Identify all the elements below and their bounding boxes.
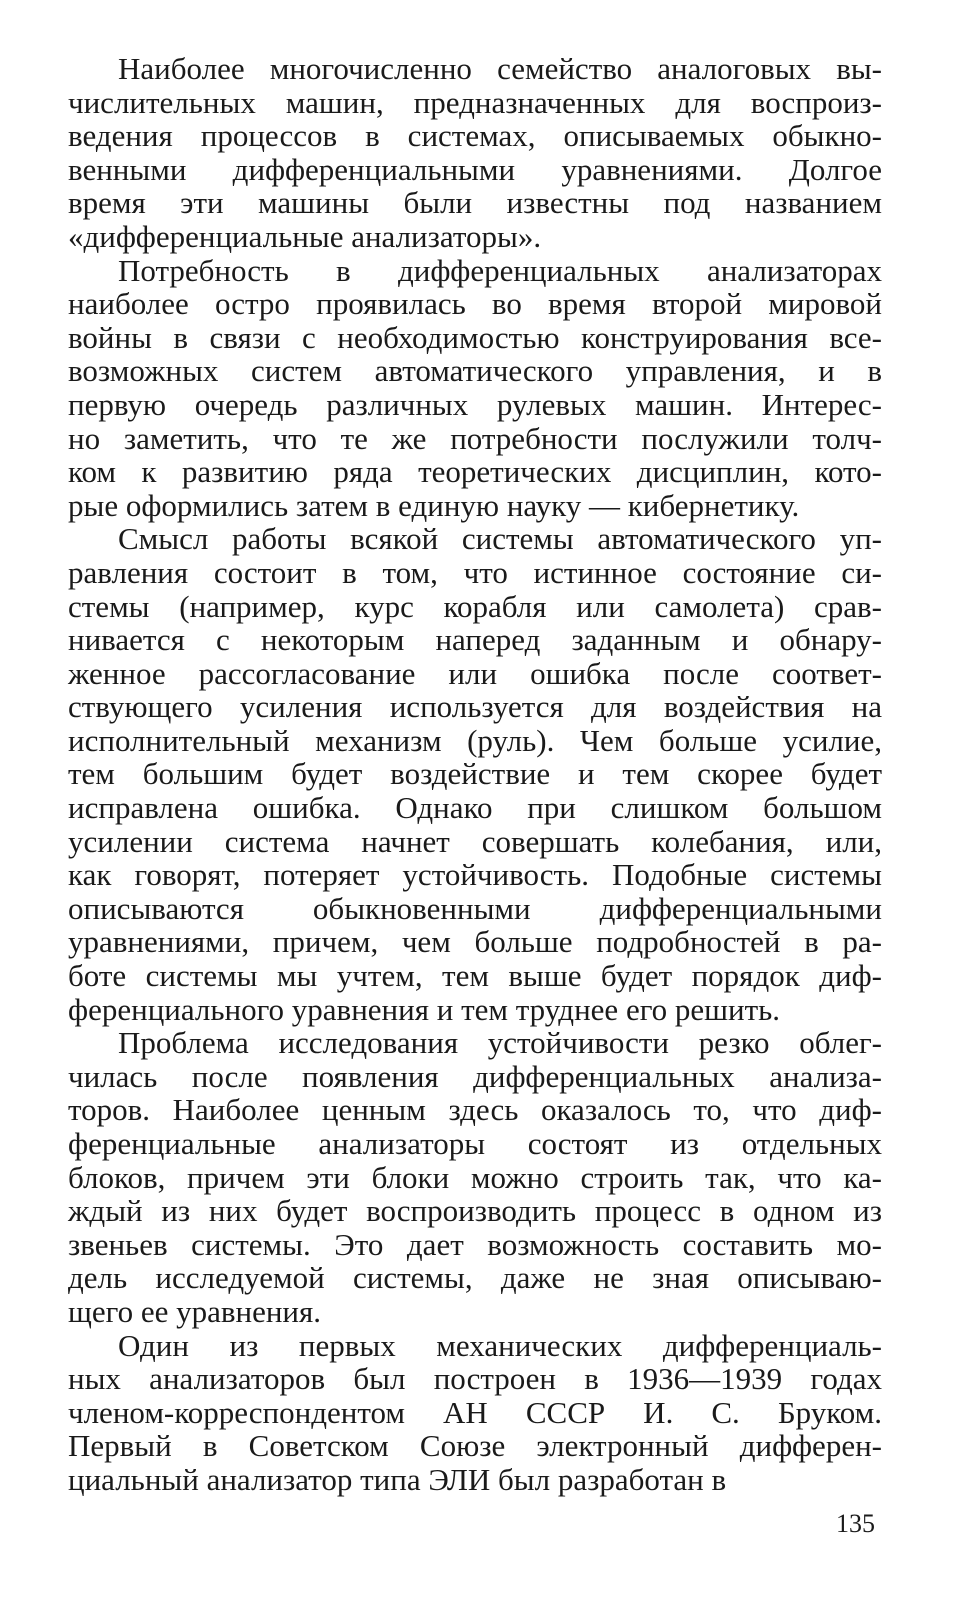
text-line: возможных систем автоматического управления, и в	[68, 353, 882, 389]
text-line: членом-корреспондентом АН СССР И. С. Бруком.	[68, 1394, 882, 1430]
text-line: ных анализаторов был построен в 1936—1939 годах	[68, 1361, 882, 1397]
text-line: исполнительный механизм (руль). Чем больше усилие,	[68, 722, 882, 758]
text-line: щего ее уравнения.	[68, 1293, 322, 1329]
text-line: женное рассогласование или ошибка после соответ-	[68, 655, 882, 691]
text-line: венными дифференциальными уравнениями. Долгое	[68, 151, 882, 187]
text-line: ференциальные анализаторы состоят из отдельных	[68, 1126, 882, 1161]
text-line: ведения процессов в системах, описываемых обыкно-	[68, 118, 882, 154]
text-line: торов. Наиболее ценным здесь оказалось то, что диф-	[68, 1092, 882, 1128]
text-line: чилась после появления дифференциальных анализа-	[68, 1058, 882, 1094]
text-line: исправлена ошибка. Однако при слишком большом	[68, 790, 882, 826]
text-line: Потребность в дифференциальных анализаторах	[118, 252, 882, 288]
text-line: но заметить, что те же потребности послужили толч-	[68, 420, 882, 456]
text-line: как говорят, потеряет устойчивость. Подобные системы	[68, 857, 882, 893]
text-line: наиболее остро проявилась во время второй мировой	[68, 286, 882, 322]
paragraph	[68, 52, 882, 254]
text-line: нивается с некоторым наперед заданным и обнару-	[68, 622, 882, 658]
text-line: стемы (например, курс корабля или самолета) срав-	[68, 588, 882, 624]
paragraph	[68, 1026, 882, 1328]
text-line: первую очередь различных рулевых машин. Интерес-	[68, 386, 882, 422]
text-line: рые оформились затем в единую науку — кибернетику.	[68, 487, 800, 523]
text-line: Смысл работы всякой системы автоматического уп-	[118, 521, 882, 557]
text-line: боте системы мы учтем, тем выше будет порядок диф-	[68, 958, 882, 994]
text-line: ференциального уравнения и тем труднее его решить.	[68, 991, 781, 1027]
text-line: Проблема исследования устойчивости резко облег-	[118, 1025, 882, 1061]
page-number: 135	[836, 1509, 875, 1538]
text-line: уравнениями, причем, чем больше подробностей в ра-	[68, 924, 882, 960]
text-line: описываются обыкновенными дифференциальными	[68, 890, 882, 926]
text-line: ждый из них будет воспроизводить процесс в одном из	[68, 1193, 882, 1229]
text-line: ствующего усиления используется для воздействия на	[68, 689, 882, 725]
text-line: время эти машины были известны под названием	[68, 185, 882, 221]
body-text	[68, 52, 882, 1497]
text-line: равления состоит в том, что истинное состояние си-	[68, 554, 882, 590]
paragraph	[68, 522, 882, 1026]
text-line: блоков, причем эти блоки можно строить так, что ка-	[68, 1159, 882, 1195]
text-line: числительных машин, предназначенных для воспроиз-	[68, 84, 882, 120]
text-line: Один из первых механических дифференциаль-	[118, 1327, 882, 1363]
text-line: «дифференциальные анализаторы».	[68, 218, 542, 254]
text-line: звеньев системы. Это дает возможность составить мо-	[68, 1226, 882, 1262]
text-line: усилении система начнет совершать колебания, или,	[68, 823, 882, 859]
text-line: дель исследуемой системы, даже не зная описываю-	[68, 1260, 882, 1296]
text-line: тем большим будет воздействие и тем скорее будет	[68, 756, 882, 792]
paragraph	[68, 1329, 882, 1497]
text-line: циальный анализатор типа ЭЛИ был разработан в	[68, 1461, 727, 1497]
text-line: войны в связи с необходимостью конструирования все-	[68, 319, 882, 355]
paragraph	[68, 254, 882, 523]
text-line: Наиболее многочисленно семейство аналоговых вы-	[118, 51, 882, 86]
text-line: ком к развитию ряда теоретических дисциплин, кото-	[68, 454, 882, 490]
text-line: Первый в Советском Союзе электронный дифферен-	[68, 1428, 882, 1464]
